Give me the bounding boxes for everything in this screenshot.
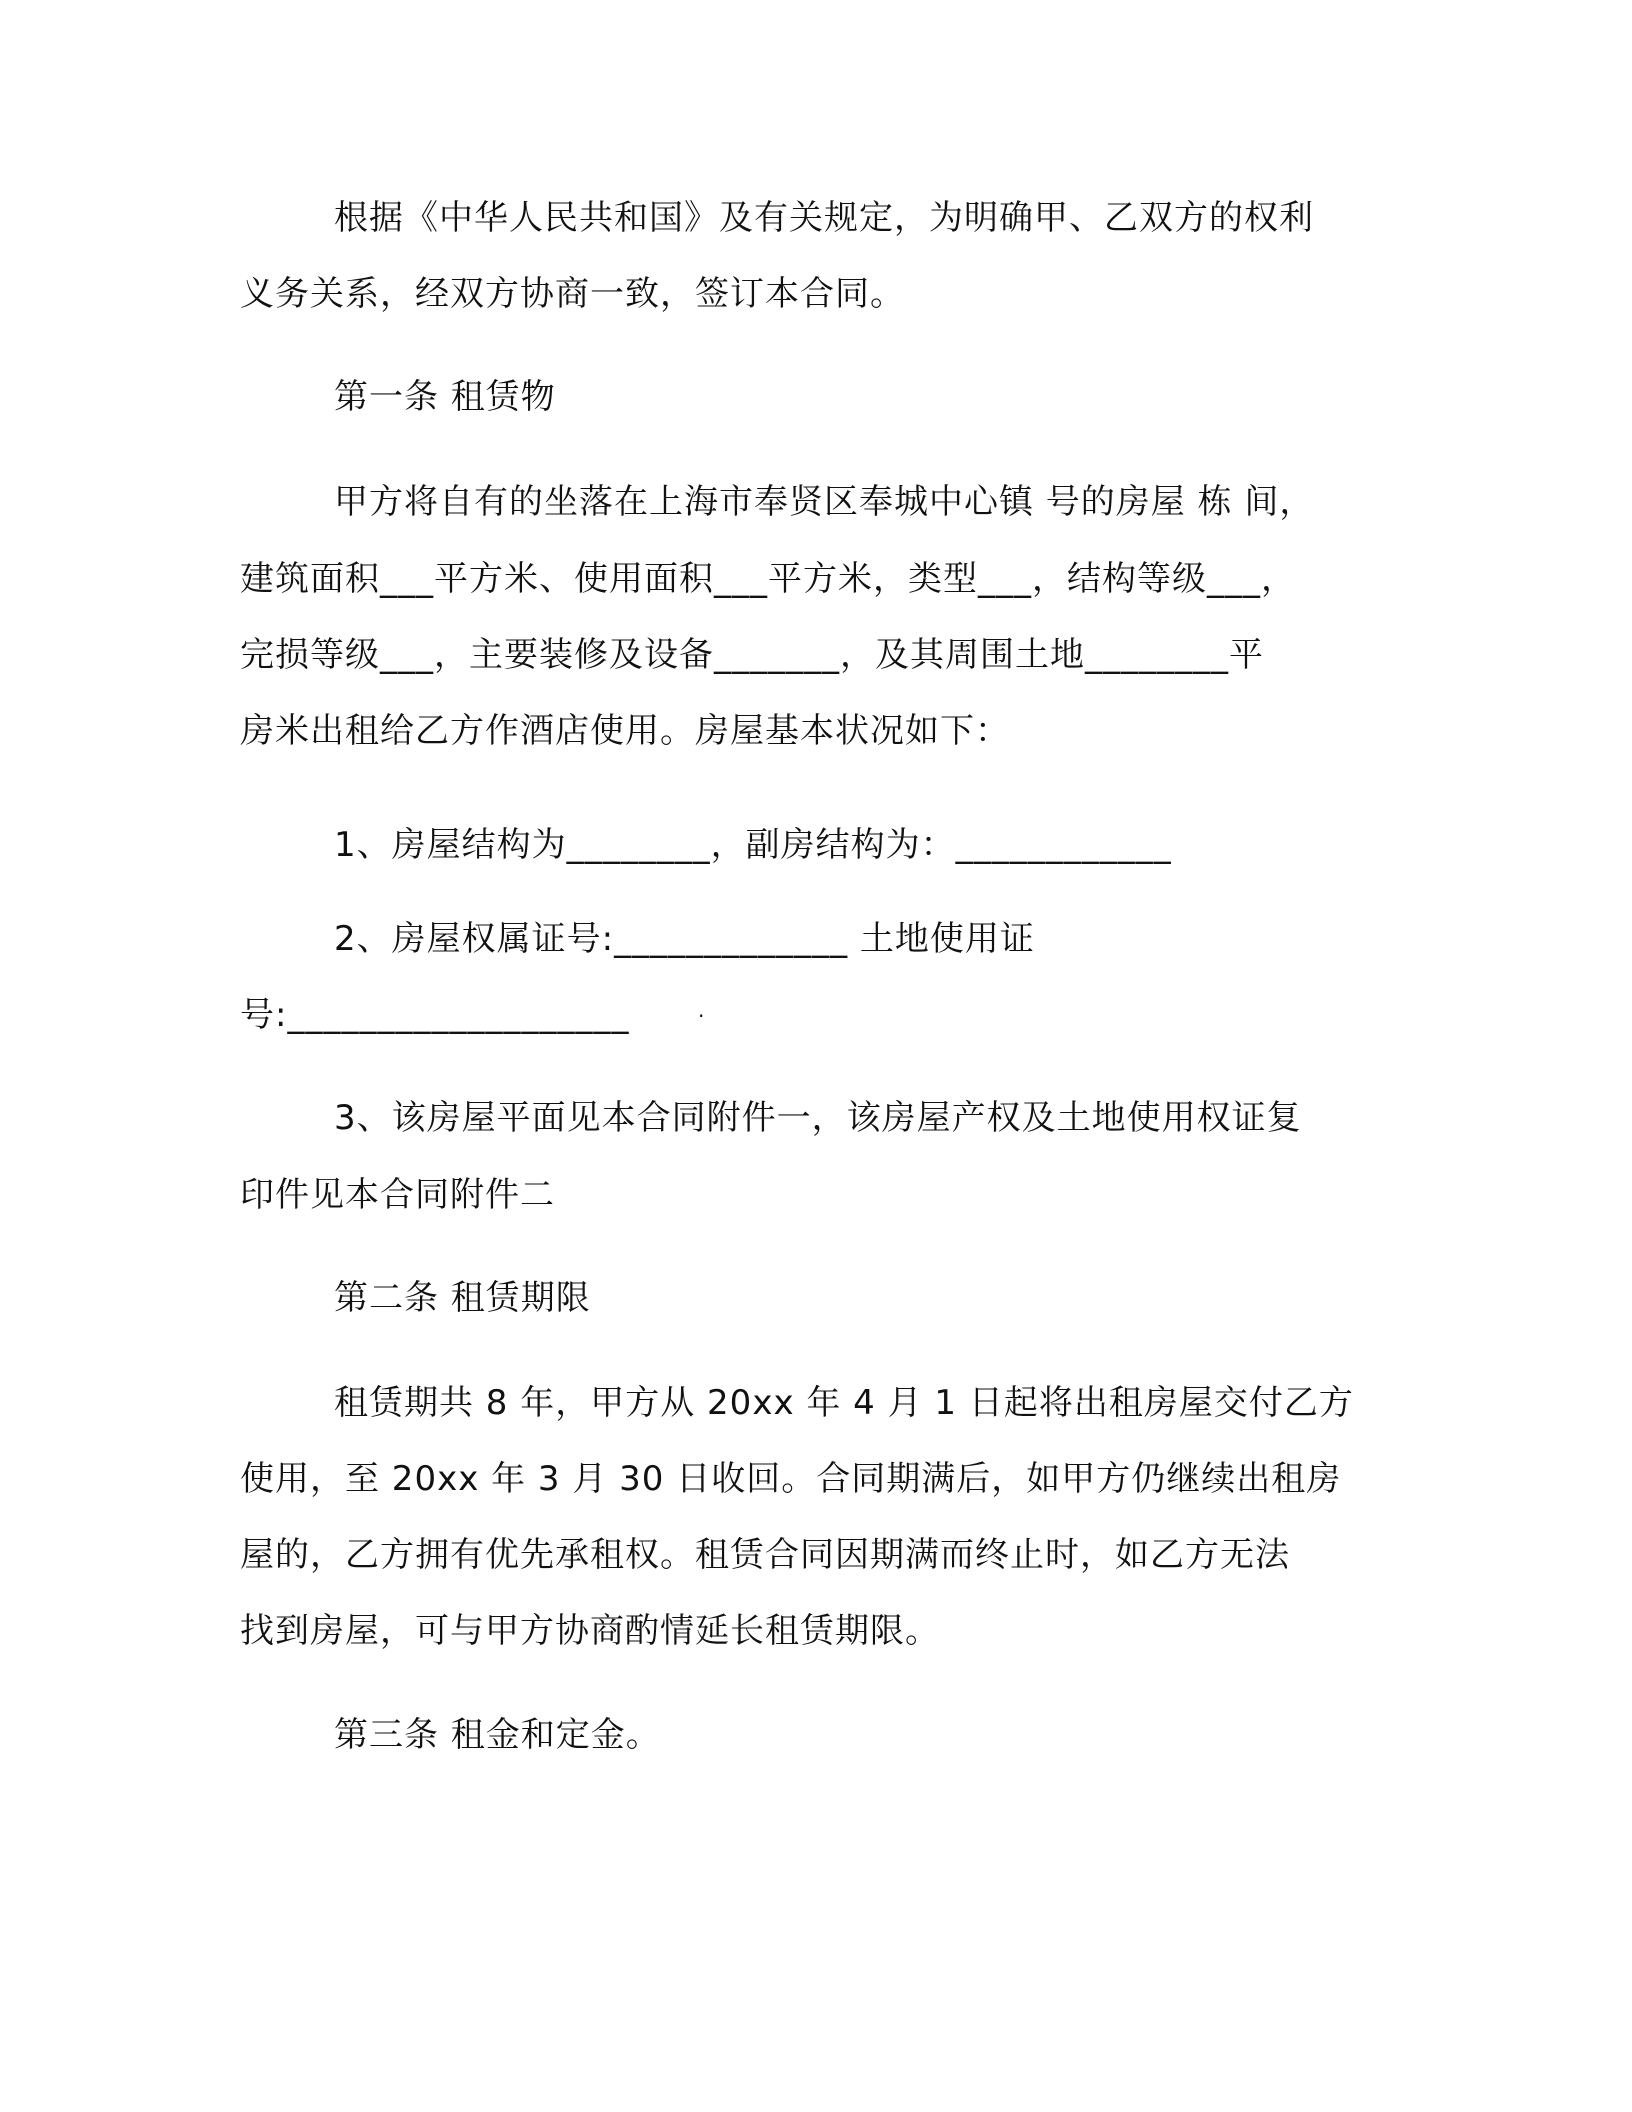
intro-line-1: 根据《中华人民共和国》及有关规定，为明确甲、乙双方的权利	[334, 198, 1314, 238]
article-1-heading: 第一条 租赁物	[334, 377, 556, 417]
article-2-heading: 第二条 租赁期限	[334, 1278, 591, 1318]
article-1-para-line-2: 建筑面积___平方米、使用面积___平方米，类型___，结构等级___，	[240, 559, 1296, 599]
article-3-heading: 第三条 租金和定金。	[334, 1715, 661, 1755]
article-1-item-2-line-1: 2、房屋权属证号:_____________ 土地使用证	[334, 919, 1035, 959]
article-1-item-3-line-1: 3、该房屋平面见本合同附件一，该房屋产权及土地使用权证复	[334, 1098, 1302, 1138]
article-2-para-line-3: 屋的，乙方拥有优先承租权。租赁合同因期满而终止时，如乙方无法	[240, 1535, 1290, 1575]
item-2-trailing-mark: ·	[698, 1004, 705, 1028]
intro-line-2: 义务关系，经双方协商一致，签订本合同。	[240, 274, 905, 314]
article-1-para-line-1: 甲方将自有的坐落在上海市奉贤区奉城中心镇 号的房屋 栋 间，	[334, 482, 1315, 522]
article-2-para-line-1: 租赁期共 8 年，甲方从 20xx 年 4 月 1 日起将出租房屋交付乙方	[334, 1383, 1354, 1423]
article-1-para-line-3: 完损等级___，主要装修及设备_______，及其周围土地________平	[240, 635, 1264, 675]
article-1-item-2-line-2: 号:___________________	[240, 995, 630, 1035]
article-1-item-3-line-2: 印件见本合同附件二	[240, 1175, 555, 1215]
article-2-para-line-4: 找到房屋，可与甲方协商酌情延长租赁期限。	[240, 1611, 940, 1651]
article-2-para-line-2: 使用，至 20xx 年 3 月 30 日收回。合同期满后，如甲方仍继续出租房	[240, 1459, 1342, 1499]
article-1-para-line-4: 房米出租给乙方作酒店使用。房屋基本状况如下：	[240, 711, 1010, 751]
article-1-item-1: 1、房屋结构为________，副房结构为：____________	[334, 825, 1172, 865]
